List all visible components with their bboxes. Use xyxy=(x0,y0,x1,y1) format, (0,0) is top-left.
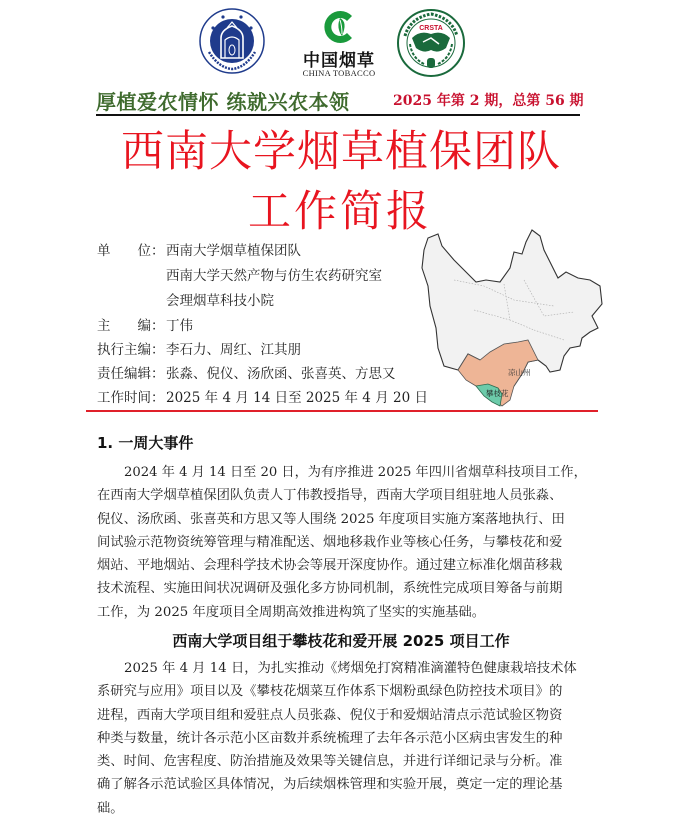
paragraph-line: 工作，为 2025 年度项目全周期高效推进构筑了坚实的实施基础。 xyxy=(97,604,486,620)
page-subtitle: 工作简报 xyxy=(248,187,432,237)
paragraph-line: 础。 xyxy=(97,800,124,816)
paragraph-line: 2025 年 4 月 14 日，为扎实推动《烤烟免打窝精准滴灌特色健康栽培技术体 xyxy=(124,661,577,676)
china-tobacco-logo xyxy=(296,6,382,78)
paragraph-line: 2024 年 4 月 14 日至 20 日，为有序推进 2025 年四川省烟草科技项目工作， xyxy=(124,465,587,480)
crsta-logo xyxy=(396,8,466,78)
info-time: 2025 年 4 月 14 日至 2025 年 4 月 20 日 xyxy=(166,390,428,406)
info-unit-1: 西南大学烟草植保团队 xyxy=(166,243,301,259)
info-unit-3: 会理烟草科技小院 xyxy=(166,293,274,309)
info-resp-editors: 张淼、倪仪、汤欣函、张喜英、方思又 xyxy=(166,366,396,382)
sichuan-map xyxy=(414,220,604,410)
sichuan-province-map-icon xyxy=(414,220,604,410)
crsta-text: CRSTA xyxy=(419,25,443,32)
info-resp-editor-label: 责任编辑： xyxy=(97,366,165,382)
info-exec-editor-label: 执行主编： xyxy=(97,342,165,358)
issue-number: 2025 年第 2 期，总第 56 期 xyxy=(393,93,584,109)
info-time-row xyxy=(97,388,428,408)
paragraph-line: 系研究与应用》项目以及《攀枝花烟菜互作体系下烟粉虱绿色防控技术项目》的 xyxy=(97,684,563,700)
paragraph-line: 类、时间、危害程度、防治措施及效果等关键信息，并进行详细记录与分析。准 xyxy=(97,754,563,770)
info-exec-editor-row xyxy=(97,340,301,360)
southwest-university-logo xyxy=(199,8,265,74)
paragraph-line: 烟站、平地烟站、会理科学技术协会等展开深度协作。通过建立标准化烟苗移栽 xyxy=(97,558,563,574)
southwest-university-seal-icon xyxy=(199,8,265,74)
paragraph-line: 技术流程、实施田间状况调研及强化多方协同机制，系统性完成项目筹备与前期 xyxy=(97,581,563,597)
info-editor-row xyxy=(97,316,193,336)
map-label-liangshan: 凉山州 xyxy=(508,368,531,377)
section-heading-project-work: 西南大学项目组于攀枝花和爱开展 2025 项目工作 xyxy=(172,632,510,650)
paragraph-line: 种类与数量，统计各示范小区亩数并系统梳理了去年各示范小区病虫害发生的种 xyxy=(97,730,563,746)
paragraph-line: 进程，西南大学项目组和爱驻点人员张淼、倪仪于和爱烟站清点示范试验区物资 xyxy=(97,707,563,723)
section-divider xyxy=(86,410,598,412)
page-title: 西南大学烟草植保团队 xyxy=(121,127,561,177)
section2-paragraph xyxy=(97,657,587,820)
info-exec-editors: 李石力、周红、江其朋 xyxy=(166,342,301,358)
china-tobacco-cn-name: 中国烟草 xyxy=(303,51,375,71)
paragraph-line: 间试验示范物资统筹管理与精准配送、烟地移栽作业等核心任务，与攀枝花和爱 xyxy=(97,534,563,550)
header-divider xyxy=(96,114,580,116)
paragraph-line: 倪仪、汤欣函、张喜英和方思又等人围绕 2025 年度项目实施方案落地执行、田 xyxy=(97,511,565,527)
paragraph-line: 在西南大学烟草植保团队负责人丁伟教授指导，西南大学项目组驻地人员张淼、 xyxy=(97,488,563,504)
info-editor-label: 主 编： xyxy=(97,318,165,334)
map-label-panzhihua: 攀枝花 xyxy=(486,389,509,398)
info-time-label: 工作时间： xyxy=(97,390,165,406)
info-editor: 丁伟 xyxy=(166,318,193,334)
info-unit-row xyxy=(97,241,301,261)
crsta-seal-icon xyxy=(396,8,466,78)
section-heading-weekly-events: 1. 一周大事件 xyxy=(97,434,194,452)
paragraph-line: 确了解各示范试验区具体情况，为后续烟株管理和实验开展，奠定一定的理论基 xyxy=(97,777,563,793)
china-tobacco-en-name: CHINA TOBACCO xyxy=(302,68,376,78)
motto: 厚植爱农情怀 练就兴农本领 xyxy=(96,90,350,114)
section1-paragraph xyxy=(97,461,587,624)
china-tobacco-leaf-icon xyxy=(296,6,382,46)
info-unit-2: 西南大学天然产物与仿生农药研究室 xyxy=(166,268,382,284)
info-resp-editor-row xyxy=(97,364,396,384)
info-unit-label: 单 位： xyxy=(97,243,165,259)
